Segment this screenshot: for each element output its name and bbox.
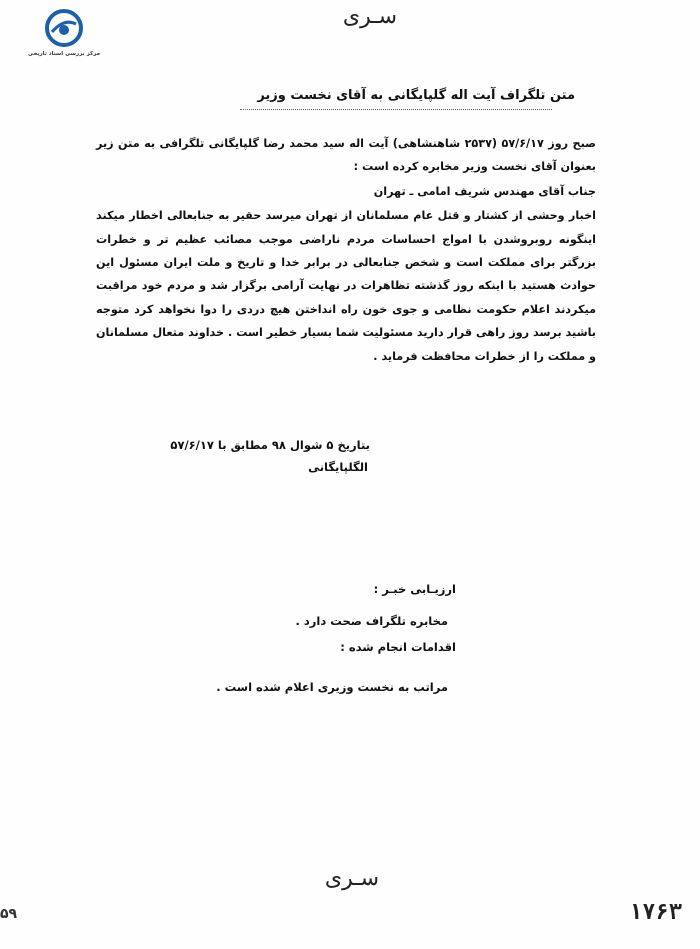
news-assessment-section	[196, 576, 456, 700]
archive-logo-icon	[44, 8, 84, 48]
telegram-body	[96, 132, 596, 368]
telegram-message: اخبار وحشی از کشتار و قتل عام مسلمانان از تهران میرسد حقیر به جنابعالی اخطار میکند اینگونه روبروشدن با امواج احساسات مردم ناراضی موجب مصائب عظیم تر و خطرات بزرگتر برای مملکت است و شخص جنابعالی در برابر خدا و تاریخ و ملت ایران مسئول این حوادث هستید با اینکه روز گذشته تظاهرات در نهایت آرامی برگزار شد و مردم خود مراقبت میکردند اعلام حکومت نظامی و جوی خون راه انداختن هیچ دردی را دوا نخواهد کرد متوجه باشید برسد روز راهی قرار دارید مسئولیت شما بسیار خطیر است . خداوند متعال مسلمانان و مملکت را از خطرات محافظت فرماید .	[96, 209, 596, 363]
corner-mark: ۵۹	[0, 906, 18, 922]
title-underline	[240, 109, 552, 111]
telegram-closing	[110, 434, 370, 478]
logo-caption: مرکز بررسی اسناد تاریخی	[27, 51, 101, 57]
actions-text: مراتب به نخست وزیری اعلام شده است .	[216, 680, 448, 694]
page-number: ۱۷۶۳	[629, 900, 682, 925]
telegram-addressee: جناب آقای مهندس شریف امامی ـ تهران	[373, 184, 596, 198]
telegram-signature: الگلپایگانی	[308, 460, 368, 474]
archive-logo	[20, 8, 108, 64]
actions-heading: اقدامات انجام شده :	[340, 640, 456, 654]
telegram-date-line: بتاریخ ۵ شوال ۹۸ مطابق با ۵۷/۶/۱۷	[170, 438, 370, 452]
telegram-intro: صبح روز ۵۷/۶/۱۷ (۲۵۳۷ شاهنشاهی) آیت اله سید محمد رضا گلپایگانی تلگرافی به متن زیر بعنوان آقای نخست وزیر مخابره کرده است :	[96, 137, 596, 174]
classification-stamp-bottom: سـری	[324, 866, 380, 891]
document-title: متن تلگراف آیت اله گلپایگانی به آقای نخست وزیر	[257, 88, 575, 103]
assessment-item: مخابره تلگراف صحت دارد .	[295, 614, 448, 628]
assessment-heading: ارزیـابی خبـر :	[373, 582, 456, 596]
classification-stamp-top: سـری	[342, 4, 398, 29]
